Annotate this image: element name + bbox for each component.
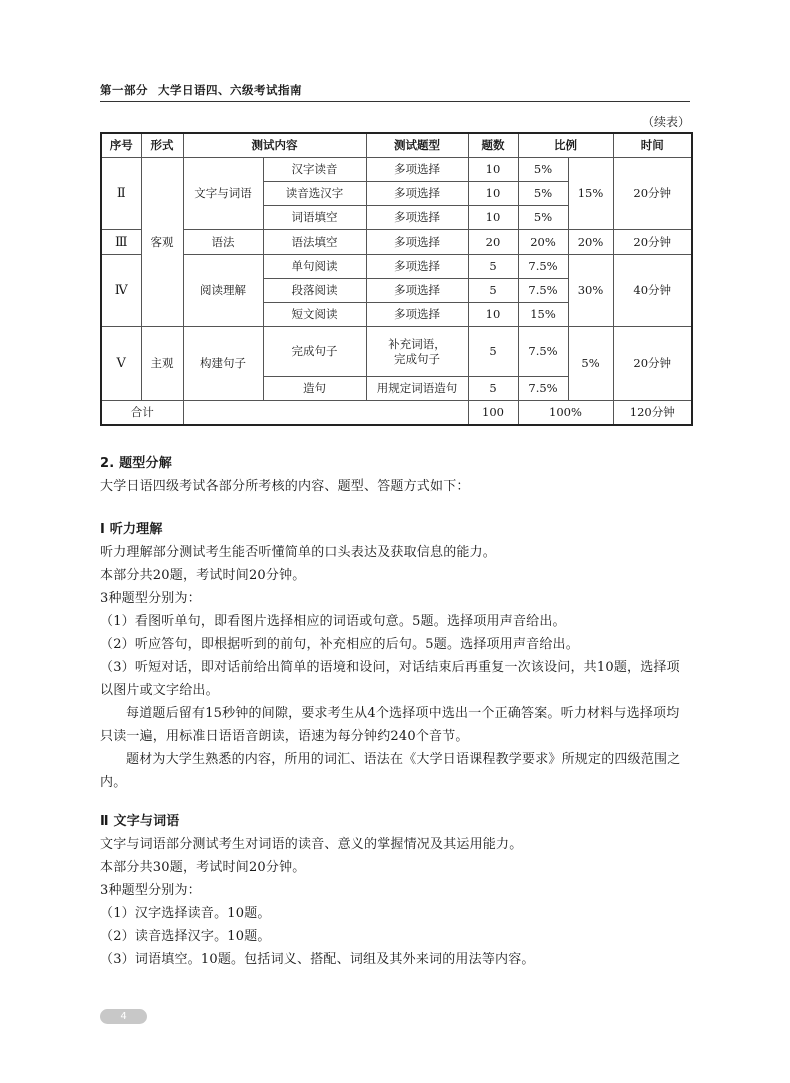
cell-count: 5 — [468, 327, 518, 377]
col-header: 测试内容 — [183, 133, 366, 157]
header-rule — [100, 101, 690, 102]
cell-item: 语法填空 — [263, 230, 366, 254]
cell-no: Ⅴ — [101, 327, 141, 401]
cell-type-line: 完成句子 — [394, 351, 440, 366]
paragraph: 3种题型分别为： — [100, 591, 201, 606]
cell-form: 主观 — [141, 327, 183, 401]
col-header: 题数 — [468, 133, 518, 157]
cell-item: 汉字读音 — [263, 157, 366, 181]
cell-type: 多项选择 — [366, 230, 468, 254]
header-title: 大学日语四、六级考试指南 — [158, 83, 302, 97]
cell-pct: 7.5% — [518, 327, 568, 377]
cell-pct: 5% — [518, 206, 568, 230]
cell-pct: 20% — [518, 230, 568, 254]
cell-count: 20 — [468, 230, 518, 254]
section-heading: 2. 题型分解 — [100, 456, 172, 471]
cell-pct: 5% — [518, 181, 568, 205]
col-header: 形式 — [141, 133, 183, 157]
cell-group-pct: 15% — [568, 157, 613, 230]
cell-type: 多项选择 — [366, 206, 468, 230]
col-header: 比例 — [518, 133, 613, 157]
cell-count: 5 — [468, 278, 518, 302]
cell-type: 多项选择 — [366, 303, 468, 327]
paragraph: 文字与词语部分测试考生对词语的读音、意义的掌握情况及其运用能力。 — [100, 837, 523, 852]
table-total-row — [101, 401, 692, 425]
cell-time: 20分钟 — [613, 157, 692, 230]
cell-section: 构建句子 — [183, 327, 263, 401]
total-time: 120分钟 — [613, 401, 692, 425]
paragraph: 本部分共30题，考试时间20分钟。 — [100, 860, 306, 875]
cell-count: 10 — [468, 206, 518, 230]
cell-type: 多项选择 — [366, 278, 468, 302]
paragraph: （1）看图听单句，即看图片选择相应的词语或句意。5题。选择项用声音给出。 — [100, 614, 566, 629]
continued-label: （续表） — [641, 115, 690, 129]
cell-form: 客观 — [141, 157, 183, 327]
paragraph: 3种题型分别为： — [100, 883, 201, 898]
cell-type: 用规定词语造句 — [366, 376, 468, 400]
paragraph: （2）读音选择汉字。10题。 — [100, 929, 271, 944]
cell-item: 读音选汉字 — [263, 181, 366, 205]
paragraph: （2）听应答句，即根据听到的前句，补充相应的后句。5题。选择项用声音给出。 — [100, 637, 579, 652]
cell-count: 5 — [468, 376, 518, 400]
section-heading: Ⅱ 文字与词语 — [100, 814, 180, 829]
cell-count: 5 — [468, 254, 518, 278]
cell-count: 10 — [468, 181, 518, 205]
cell-item: 单句阅读 — [263, 254, 366, 278]
cell-type: 多项选择 — [366, 254, 468, 278]
col-header: 测试题型 — [366, 133, 468, 157]
total-count: 100 — [468, 401, 518, 425]
section-heading: Ⅰ 听力理解 — [100, 522, 163, 537]
cell-type: 多项选择 — [366, 157, 468, 181]
cell-pct: 7.5% — [518, 254, 568, 278]
paragraph: 听力理解部分测试考生能否听懂简单的口头表达及获取信息的能力。 — [100, 545, 497, 560]
col-header: 序号 — [101, 133, 141, 157]
page-number: 4 — [100, 1009, 147, 1024]
table-row — [101, 327, 692, 377]
cell-pct: 5% — [518, 157, 568, 181]
paragraph: 每道题后留有15秒钟的间隙，要求考生从4个选择项中选出一个正确答案。听力材料与选择项均只读一遍，用标准日语语音朗读，语速为每分钟约240个音节。 — [100, 706, 680, 744]
paragraph: 本部分共20题，考试时间20分钟。 — [100, 568, 306, 583]
cell-time: 20分钟 — [613, 327, 692, 401]
table-header-row — [101, 133, 692, 157]
paragraph: 题材为大学生熟悉的内容，所用的词汇、语法在《大学日语课程教学要求》所规定的四级范围之内。 — [100, 752, 681, 790]
cell-section: 阅读理解 — [183, 254, 263, 327]
cell-pct: 7.5% — [518, 278, 568, 302]
cell-type — [366, 327, 468, 377]
cell-group-pct: 5% — [568, 327, 613, 401]
total-empty — [183, 401, 468, 425]
cell-group-pct: 30% — [568, 254, 613, 327]
table-row — [101, 254, 692, 278]
table-row — [101, 157, 692, 181]
cell-item: 短文阅读 — [263, 303, 366, 327]
cell-item: 完成句子 — [263, 327, 366, 377]
cell-pct: 7.5% — [518, 376, 568, 400]
cell-type: 多项选择 — [366, 181, 468, 205]
cell-time: 20分钟 — [613, 230, 692, 254]
cell-count: 10 — [468, 157, 518, 181]
cell-no: Ⅱ — [101, 157, 141, 230]
paragraph: （3）词语填空。10题。包括词义、搭配、词组及其外来词的用法等内容。 — [100, 952, 535, 967]
paragraph: 大学日语四级考试各部分所考核的内容、题型、答题方式如下： — [100, 479, 470, 494]
cell-pct: 15% — [518, 303, 568, 327]
paragraph: （1）汉字选择读音。10题。 — [100, 906, 271, 921]
running-header — [100, 82, 690, 98]
header-part: 第一部分 — [100, 83, 148, 97]
total-label: 合计 — [101, 401, 183, 425]
total-pct: 100% — [518, 401, 613, 425]
cell-item: 段落阅读 — [263, 278, 366, 302]
table-row — [101, 230, 692, 254]
vocab-section — [100, 810, 692, 971]
cell-no: Ⅲ — [101, 230, 141, 254]
section-2 — [100, 452, 692, 498]
cell-section: 语法 — [183, 230, 263, 254]
cell-item: 造句 — [263, 376, 366, 400]
col-header: 时间 — [613, 133, 692, 157]
exam-structure-table — [100, 132, 693, 426]
cell-group-pct: 20% — [568, 230, 613, 254]
cell-count: 10 — [468, 303, 518, 327]
cell-no: Ⅳ — [101, 254, 141, 327]
listening-section — [100, 518, 692, 794]
cell-section: 文字与词语 — [183, 157, 263, 230]
paragraph: （3）听短对话，即对话前给出简单的语境和设问，对话结束后再重复一次该设问，共10题，选择项以图片或文字给出。 — [100, 660, 680, 698]
cell-type-line: 补充词语， — [388, 336, 446, 351]
cell-item: 词语填空 — [263, 206, 366, 230]
cell-time: 40分钟 — [613, 254, 692, 327]
